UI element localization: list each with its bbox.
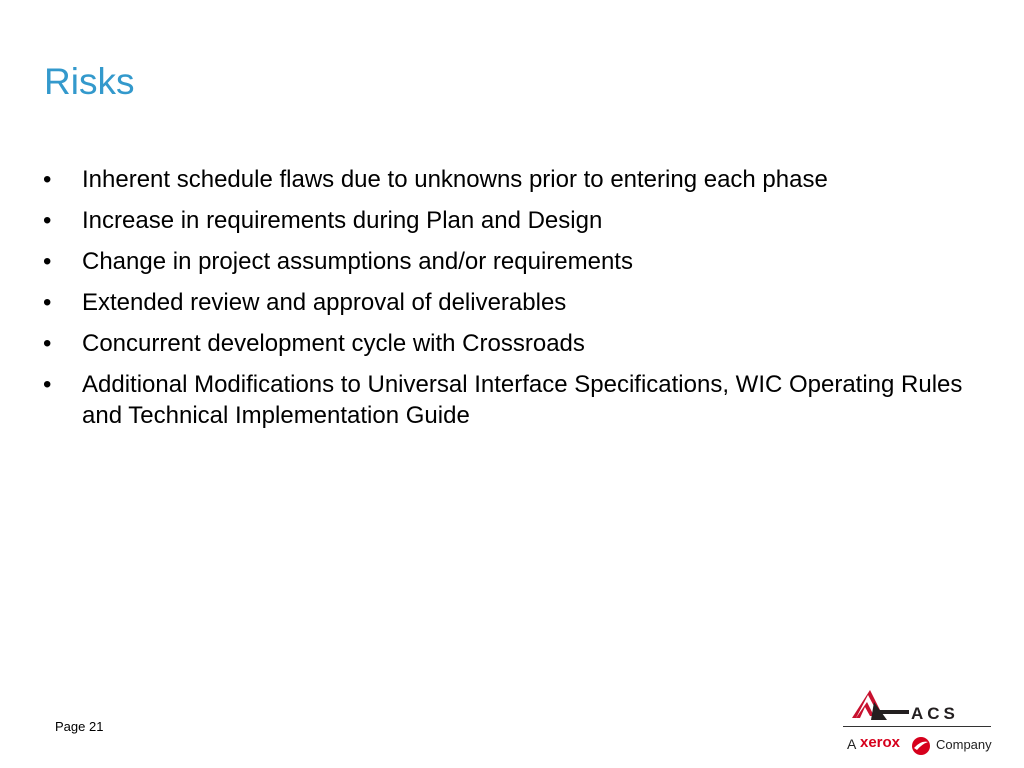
bullet-item (43, 369, 983, 431)
bullet-item (43, 328, 983, 359)
xerox-sphere-icon (911, 736, 931, 756)
xerox-sphere (912, 737, 930, 755)
bullet-marker: • (43, 166, 52, 193)
bullet-marker: • (43, 207, 52, 234)
bullet-item (43, 164, 983, 195)
bullet-text: Increase in requirements during Plan and Design (82, 207, 603, 234)
bullet-text: Additional Modifications to Universal Interface Specifications, WIC Operating Rules and Technical Implementation Guide (82, 371, 963, 429)
slide-title: Risks (44, 61, 135, 102)
bullet-marker: • (43, 248, 52, 275)
bullet-list (43, 164, 983, 441)
bullet-text: Inherent schedule flaws due to unknowns prior to entering each phase (82, 166, 828, 193)
bullet-marker: • (43, 371, 52, 398)
acs-wordmark: ACS (911, 704, 959, 723)
bullet-marker: • (43, 289, 52, 316)
bullet-item (43, 287, 983, 318)
bullet-item (43, 205, 983, 236)
bullet-text: Extended review and approval of deliverables (82, 289, 567, 316)
bullet-text: Concurrent development cycle with Crossroads (82, 330, 585, 357)
logo-tagline-prefix: A (847, 736, 857, 752)
bullet-item (43, 246, 983, 277)
acs-mark-dark-bar (879, 710, 909, 714)
acs-xerox-logo (843, 686, 993, 762)
page-number: Page 21 (55, 719, 104, 734)
bullet-marker: • (43, 330, 52, 357)
logo-tagline-suffix: Company (936, 737, 992, 752)
xerox-wordmark: xerox (860, 734, 901, 751)
bullet-text: Change in project assumptions and/or requirements (82, 248, 633, 275)
logo-divider (843, 726, 991, 727)
acs-logo-icon (843, 686, 993, 728)
